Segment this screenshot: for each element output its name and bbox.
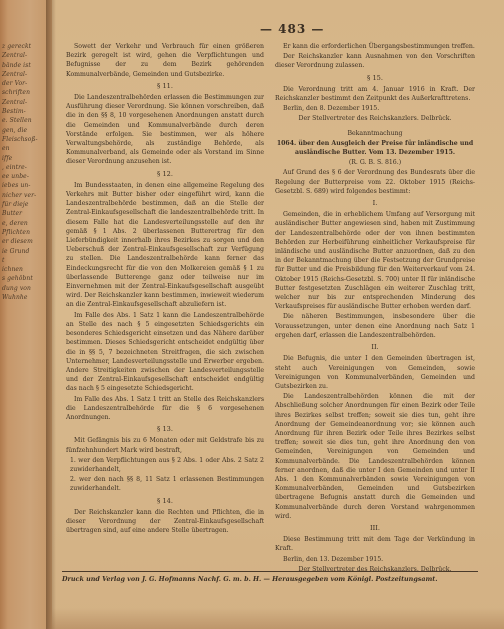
- section-heading: I.: [372, 199, 378, 208]
- publisher-footer: Druck und Verlag von J. G. Hofmanns Nachf. G. m. b. H. — Herausgegeben vom Königl. Postzeitungsamt.: [62, 575, 438, 583]
- margin-fragment: nicher ver-: [2, 191, 37, 199]
- margin-fragment: ichnen: [2, 266, 24, 274]
- previous-page-edge: [0, 0, 52, 629]
- announcement-title: 1064. über den Ausgleich der Preise für inländische und ausländische Butter. Vom 13. Dezember 1915.: [276, 139, 474, 157]
- margin-fragment: ie Grund: [2, 247, 30, 255]
- margin-fragment: e, deren: [2, 219, 28, 227]
- margin-fragment: Fleischsoß-: [2, 135, 38, 143]
- paragraph: Der Reichskanzler kann die Rechten und Pflichten, die in dieser Verordnung der Zentral-Einkaufsgesellschaft übertragen sind, auf eine andere Stelle übertragen.: [66, 508, 264, 535]
- section-heading: II.: [371, 343, 379, 352]
- paragraph: Sowett der Verkehr und Verbrauch für einen größeren Bezirk geregelt ist wird, gehen die Verpflichtungen und Befugnisse der zu dem Bezirk gehörenden Kommunalverbände, Gemeinden und Gutsbezirke.: [66, 43, 264, 78]
- numbered-item: 1. wer den Verpflichtungen aus § 2 Abs. 1 oder Abs. 2 Satz 2 zuwiderhandelt,: [70, 456, 264, 473]
- paragraph: Die näheren Bestimmungen, insbesondere über die Voraussetzungen, unter denen eine Anordnung nach Satz 1 ergehen darf, erlassen die Landeszentralbehörden.: [275, 313, 475, 339]
- margin-fragment: t: [2, 256, 5, 264]
- section-heading: § 12.: [157, 169, 173, 178]
- paragraph: Auf Grund des § 6 der Verordnung des Bundesrats über die Regelung der Butterpreise vom 22. Oktober 1915 (Reichs-Gesetzbl. S. 689) wird folgendes bestimmt:: [275, 169, 475, 195]
- margin-fragment: Zentral-: [2, 70, 28, 78]
- centered-line: Bekanntmachung: [347, 129, 403, 137]
- paragraph: Die Landeszentralbehörden können die mit der Abschließung solcher Anordnungen für einen Bezirk oder Teile ihres Bezirkes selbst treffen; soweit sie dies tun, geht ihre Anordnung der Gemeindeanordnung vor; sie können auch Anordnung für ihren Bezirk oder Teile ihres Bezirkes selbst treffen; soweit sie dies tun, geht ihre Anordnung den von Gemeinden, Vereinigungen von Gemeinden und Kommunalverbände. Die Landeszentralbehörden können ferner anordnen, daß die unter I den Gemeinden und unter II Abs. 1 den Kommunalverbänden sowie Vereinigungen von Kommunalverbänden, Gemeinden und Gutsbezirken übertragene Befugnis anstatt durch die Gemeinden und Kommunalverbände durch deren Vorstand wahrgenommen wird.: [275, 393, 475, 520]
- paragraph: Mit Gefängnis bis zu 6 Monaten oder mit Geldstrafe bis zu fünfzehnhundert Mark wird bestraft,: [66, 437, 264, 454]
- margin-fragment: e. Stellen: [2, 117, 32, 125]
- paragraph: Im Falle des Abs. 1 Satz 1 tritt an Stelle des Reichskanzlers die Landeszentralbehörde für die § 6 vorgesehenen Anordnungen.: [66, 395, 264, 421]
- margin-fragment: für dieje: [2, 201, 29, 209]
- centered-line: (R. G. B. S. 816.): [348, 159, 402, 167]
- margin-fragment: , eintre-: [2, 163, 27, 171]
- paragraph: Berlin, den 13. Dezember 1915.: [283, 555, 384, 563]
- margin-fragment: er diesem: [2, 238, 33, 246]
- paragraph: Die Verordnung tritt am 4. Januar 1916 in Kraft. Der Reichskanzler bestimmt den Zeitpunkt des Außerkrafttretens.: [275, 85, 475, 103]
- page-bottom-shadow: [52, 608, 504, 629]
- margin-fragment: dung von: [2, 284, 31, 292]
- margin-fragment: iebes un-: [2, 182, 31, 190]
- margin-fragment: iffe: [2, 154, 13, 162]
- margin-fragment: ee unbe-: [2, 173, 29, 181]
- margin-fragment: Zentral-: [2, 52, 28, 60]
- margin-fragment: bände ist: [2, 61, 31, 69]
- margin-fragment: en: [2, 145, 10, 153]
- margin-fragment: Bestim-: [2, 108, 26, 116]
- section-heading: III.: [370, 523, 380, 532]
- paragraph: Der Reichskanzler kann Ausnahmen von den Vorschriften dieser Verordnung zulassen.: [275, 53, 475, 70]
- margin-fragment: gen, die: [2, 126, 28, 134]
- left-column: [66, 42, 264, 536]
- right-column: [275, 42, 475, 575]
- section-heading: § 11.: [157, 81, 173, 90]
- paragraph: Er kann die erforderlichen Übergangsbestimmungen treffen.: [283, 43, 475, 50]
- footer-rule: [62, 571, 478, 572]
- margin-fragment: Pflichten: [2, 228, 31, 236]
- section-heading: § 13.: [157, 425, 173, 434]
- paragraph: Die Befugnis, die unter I den Gemeinden übertragen ist, steht auch Vereinigungen von Gemeinden, sowie Vereinigungen von Kommunalverbänden, Gemeinden und Gutsbezirken zu.: [275, 355, 475, 390]
- paragraph: Berlin, den 8. Dezember 1915.: [283, 105, 380, 113]
- section-heading: § 14.: [157, 496, 173, 505]
- page-number: — 483 —: [260, 22, 325, 36]
- margin-fragment: z gereckt: [2, 43, 32, 50]
- section-heading: § 15.: [367, 73, 383, 82]
- margin-fragment: Wuhnhe: [2, 294, 28, 302]
- numbered-item: 2. wer den nach §§ 8, 11 Satz 1 erlassenen Bestimmungen zuwiderhandelt.: [70, 476, 264, 493]
- margin-fragment: Zentral-: [2, 98, 28, 106]
- paragraph: Diese Bestimmung tritt mit dem Tage der Verkündung in Kraft.: [275, 536, 475, 553]
- centered-line: Der Stellvertreter des Reichskanzlers. Delbrück.: [298, 565, 452, 573]
- paragraph: Im Bundesstaaten, in denen eine allgemeine Regelung des Verkehrs mit Butter bisher oder eingeführt wird, kann die Landeszentralbehörde bestimmen, daß an die Stelle der Zentral-Einkaufsgesellschaft die landeszentralbehörde tritt. In diesem Falle hat die Landesverteilungsstelle auf den ihr gemäß § 1 Abs. 2 überlassenen Butterertrag für den Lieferbündigkeit innerhalb ihres Bezirkes zu sorgen und den Ueberschuß der Zentral-Einkaufsgesellschaft zur Verfügung zu stellen. Die Landeszentralbehörde kann ferner das Eindeckungsrecht für die von den Molkereien gemäß § 1 zu überlassende Butterenge ganz oder teilweise nur im Einvernehmen mit der Zentral-Einkaufsgesellschaft ausgeübt wird. Der Reichskanzler kann bestimmen, inwieweit wiederum an die Zentral-Einkaufsgesellschaft abzuliefern ist.: [66, 181, 264, 309]
- paragraph: Im Falle des Abs. 1 Satz 1 kann die Landeszentralbehörde an Stelle des nach § 5 eingesetzten Schiedsgerichts ein besonderes Schiedsgericht einsetzen und das Nähere darüber bestimmen. Dieses Schiedsgericht entscheidet endgültig über die in §§ 5, 7 bezeichneten Streitfragen, die sich zwischen Unternehmer, Landesverteilungsstelle und Erwerber ergeben. Andere Streitigkeiten zwischen der Landesverteilungsstelle und der Zentral-Einkaufsgesellschaft entscheidet endgültig das nach § 5 eingesetzte Schiedsgericht.: [66, 311, 264, 393]
- centered-line: Der Stellvertreter des Reichskanzlers. Delbrück.: [298, 115, 452, 123]
- paragraph: Gemeinden, die in erheblichem Umfang auf Versorgung mit ausländischer Butter angewiesen sind, haben mit Zustimmung der Landeszentralbehörde oder der von ihnen bestimmten Behörden zur Herbeiführung einheitlicher Verkaufspreise für inländische und ausländische Butter anzuordnen, daß zu den in der Bekanntmachung über die Festsetzung der Grundpreise für Butter und die Preisbildung für den Weiterverkauf vom 24. Oktober 1915 (Reichs-Gesetzbl. S. 700) unter II für inländische Butter festgesetzten Zuschlägen ein weiterer Zuschlag tritt, welcher nur bis zur entsprechenden Minderung des Verkaufspreises für ausländische Butter erhoben werden darf.: [275, 211, 475, 311]
- book-spine-shadow: [46, 0, 56, 629]
- margin-fragment: Butter: [2, 210, 23, 218]
- margin-fragment: s gehöbnt: [2, 275, 33, 283]
- margin-fragment: der Vor-: [2, 80, 28, 88]
- paragraph: Die Landeszentralbehörden erlassen die Bestimmungen zur Ausführung dieser Verordnung. Sie können vorschreiben, daß die in den §§ 8, 10 vorgesehenen Anordnungen anstatt durch die Gemeinden und Kommunalverbände durch deren Vorstände erfolgen. Sie bestimmen, wer als höhere Verwaltungsbehörde, als zuständige Behörde, als Kommunalverband, als Gemeinde oder als Vorstand im Sinne dieser Verordnung anzusehen ist.: [66, 94, 264, 166]
- margin-fragment: schriften: [2, 89, 31, 97]
